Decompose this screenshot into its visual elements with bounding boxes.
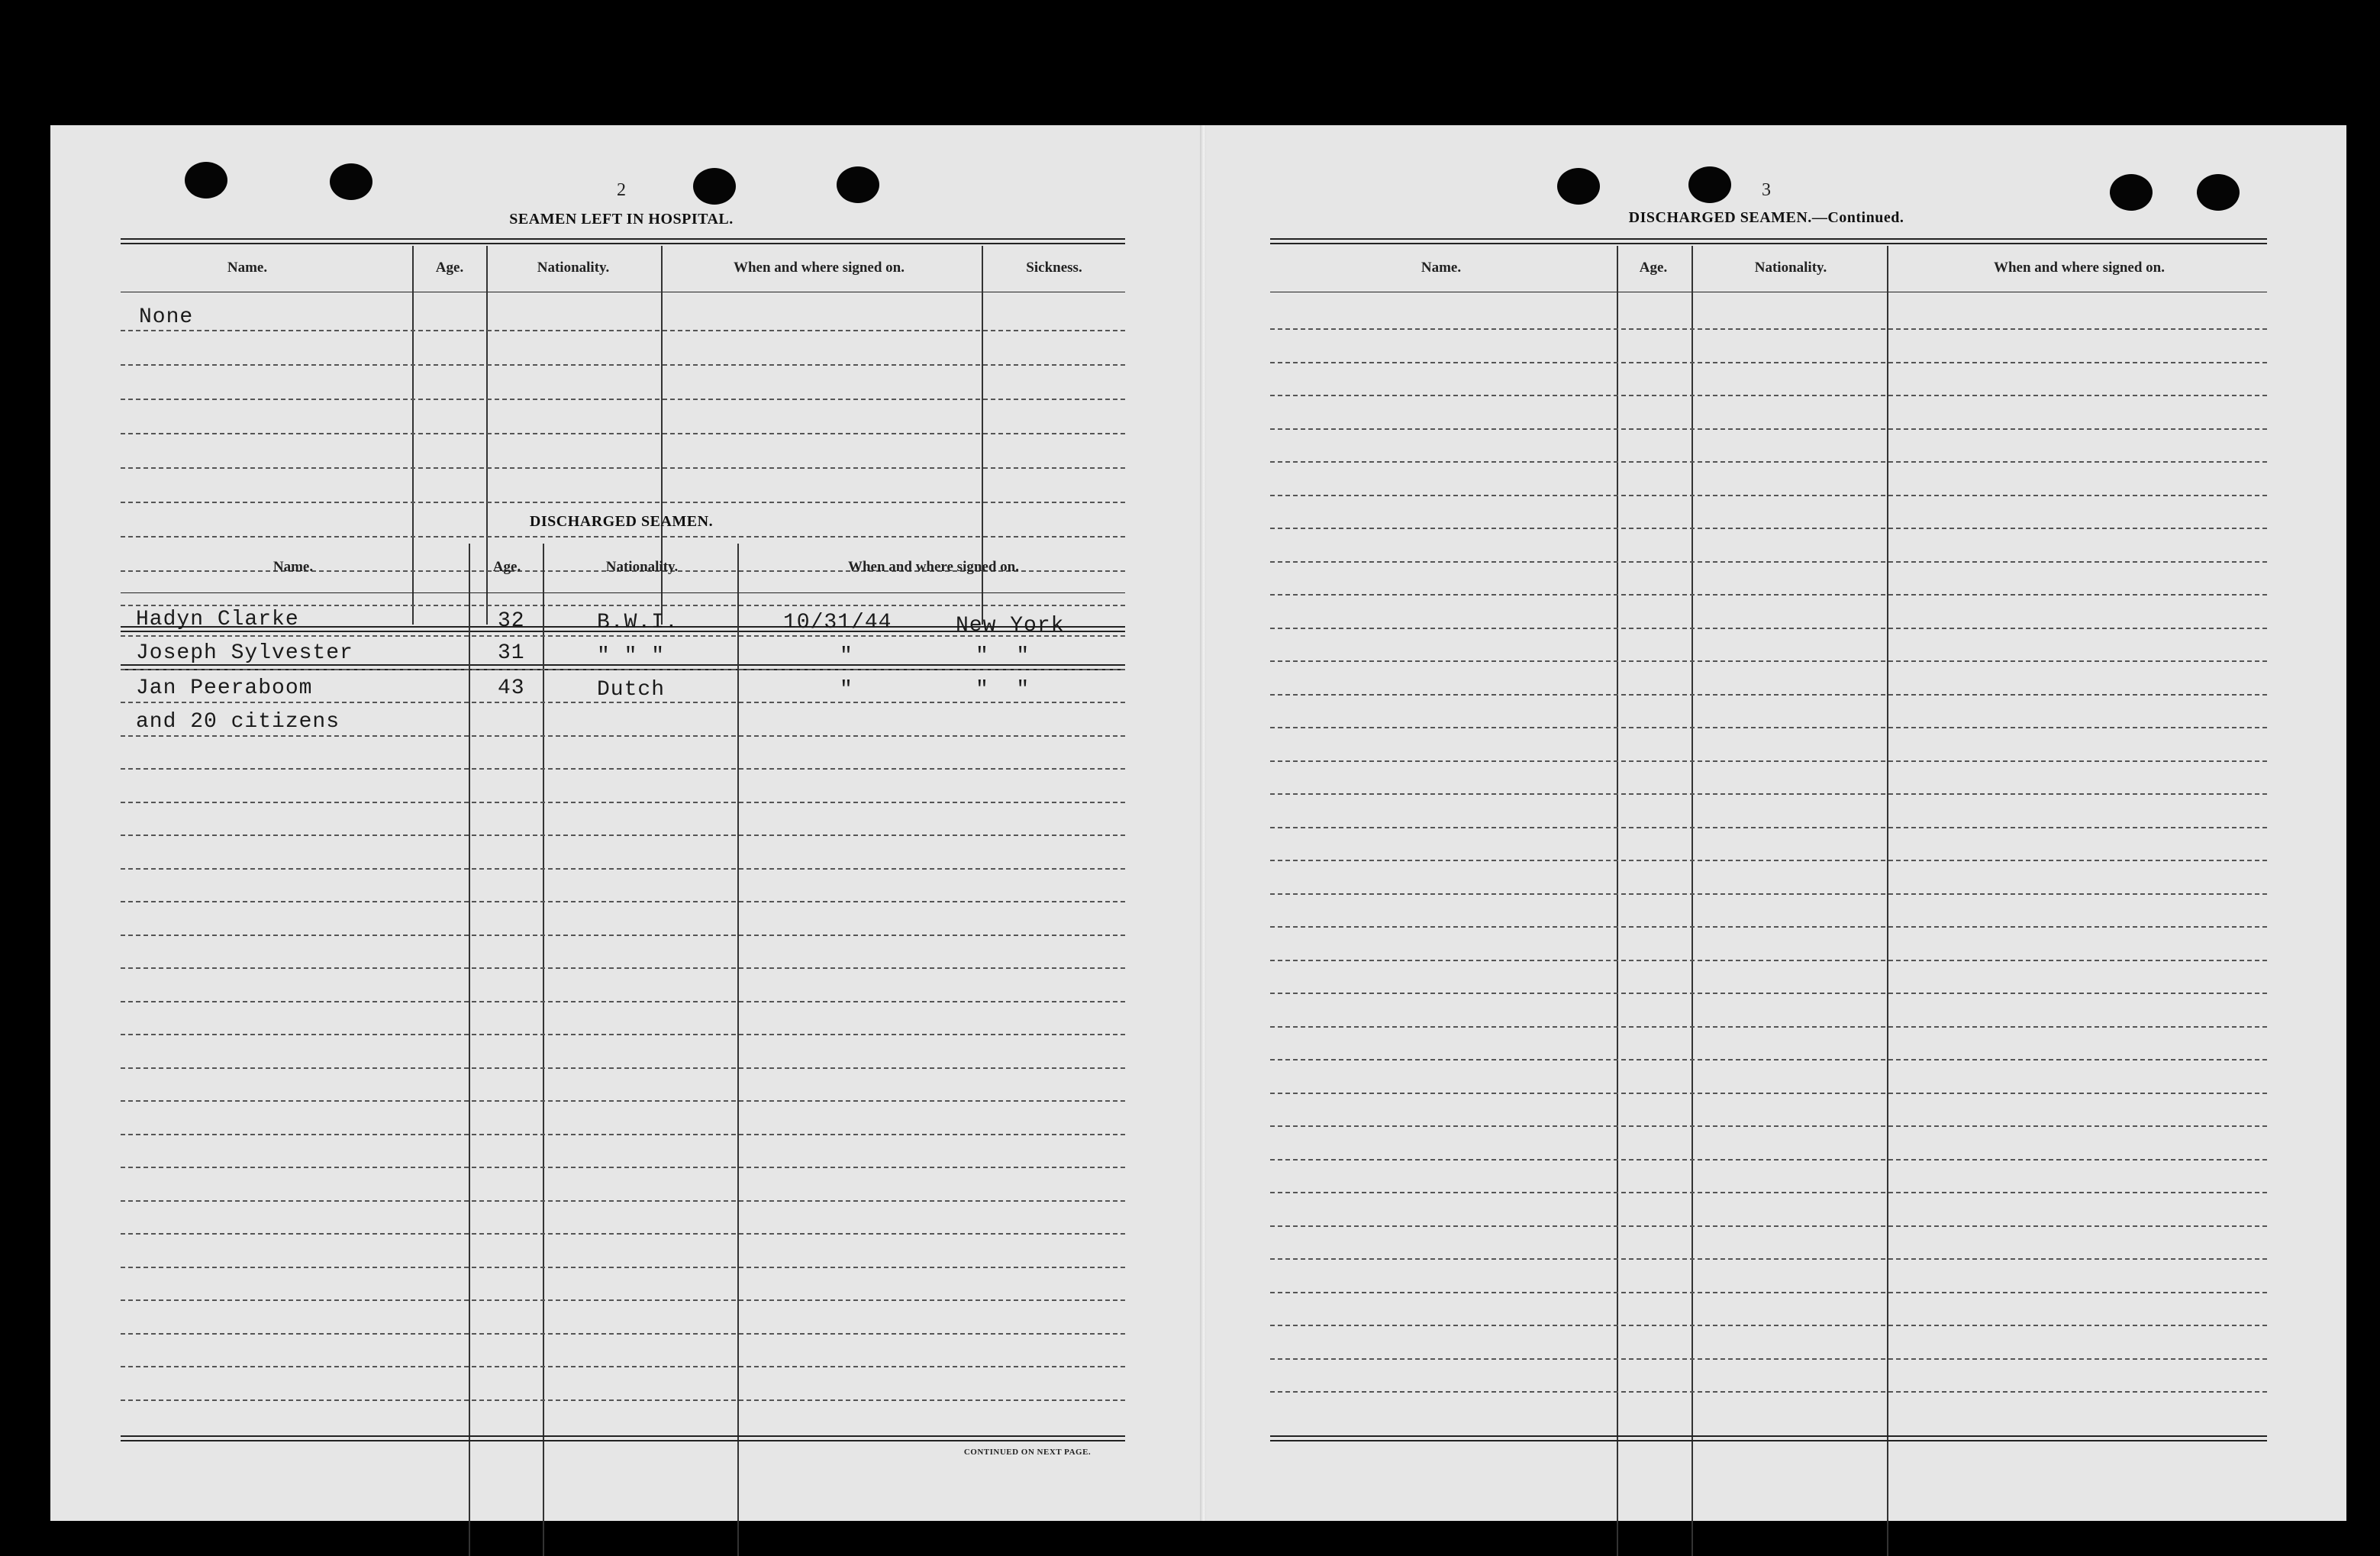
seaman-name: Jan Peeraboom (136, 676, 313, 700)
ruled-line (121, 935, 1125, 936)
ruled-line (121, 467, 1125, 469)
ruled-line (121, 1399, 1125, 1401)
ruled-line (121, 1167, 1125, 1168)
ruled-line (1270, 1258, 2267, 1260)
page-number: 2 (617, 180, 626, 200)
ruled-line (121, 330, 1125, 331)
punch-hole (1688, 166, 1731, 203)
punch-hole (2197, 174, 2240, 211)
seaman-nationality: B.W.I. (597, 611, 679, 634)
ruled-line (1270, 1026, 2267, 1028)
table-top-rule (121, 243, 1125, 244)
title-text: DISCHARGED SEAMEN. (1628, 209, 1812, 226)
column-divider (737, 544, 739, 1556)
ruled-line (121, 1267, 1125, 1268)
ruled-line (1270, 1093, 2267, 1094)
seaman-signed-place: " " (976, 644, 1030, 668)
ruled-line (121, 536, 1125, 537)
ruled-line (1270, 993, 2267, 994)
ruled-line (1270, 395, 2267, 396)
ruled-line (121, 1134, 1125, 1135)
ruled-line (121, 967, 1125, 969)
punch-hole (185, 162, 227, 199)
column-header-age: Age. (1639, 260, 1668, 276)
ruled-line (121, 669, 1125, 670)
punch-hole (1557, 168, 1600, 205)
punch-hole (330, 163, 372, 200)
ruled-line (121, 702, 1125, 703)
left-page (50, 125, 1201, 1521)
table-bottom-rule (1270, 1440, 2267, 1441)
ruled-line (1270, 727, 2267, 728)
column-divider (412, 246, 414, 625)
column-divider (1617, 246, 1618, 1556)
ruled-line (121, 1067, 1125, 1069)
ruled-line (121, 768, 1125, 770)
ruled-line (1270, 1391, 2267, 1393)
table-top-rule (121, 238, 1125, 240)
column-divider (1887, 246, 1888, 1556)
column-header-age: Age. (435, 260, 464, 276)
ruled-line (1270, 561, 2267, 563)
column-header-name: Name. (273, 559, 314, 575)
ruled-line (121, 901, 1125, 902)
column-header-nationality: Nationality. (1754, 260, 1827, 276)
seaman-age: 31 (498, 641, 525, 665)
column-header-signed-on: When and where signed on. (847, 559, 1020, 575)
title-suffix: —Continued. (1811, 209, 1904, 226)
column-header-age: Age. (492, 559, 521, 575)
seaman-signed-date: 10/31/44 (783, 611, 892, 634)
punch-hole (2110, 174, 2153, 211)
discharged-section-title: DISCHARGED SEAMEN. (529, 513, 714, 530)
ruled-line (121, 868, 1125, 870)
seaman-signed-date: " (840, 644, 853, 668)
ruled-line (121, 605, 1125, 606)
ruled-line (1270, 893, 2267, 895)
seaman-signed-place: New York (956, 614, 1065, 638)
seaman-nationality: Dutch (597, 678, 666, 702)
ruled-line (1270, 926, 2267, 928)
table-header-rule (121, 592, 1125, 593)
table-top-rule (1270, 243, 2267, 244)
ruled-line (1270, 528, 2267, 529)
hospital-entry: None (139, 305, 194, 329)
seaman-signed-place: " " (976, 678, 1030, 702)
ruled-line (121, 1333, 1125, 1335)
ruled-line (121, 502, 1125, 503)
ruled-line (1270, 827, 2267, 828)
seaman-name: and 20 citizens (136, 710, 340, 734)
ruled-line (121, 433, 1125, 434)
column-header-name: Name. (227, 260, 268, 276)
table-bottom-rule (121, 1435, 1125, 1437)
ruled-line (121, 1233, 1125, 1235)
ruled-line (121, 399, 1125, 400)
table-bottom-rule (121, 1440, 1125, 1441)
ruled-line (1270, 1159, 2267, 1161)
ruled-line (121, 1200, 1125, 1202)
ruled-line (1270, 660, 2267, 662)
ruled-line (1270, 495, 2267, 496)
column-header-sickness: Sickness. (1026, 260, 1082, 276)
punch-hole (693, 168, 736, 205)
ruled-line (121, 1100, 1125, 1102)
column-divider (543, 544, 544, 1556)
ruled-line (1270, 860, 2267, 861)
right-page (1206, 125, 2346, 1521)
column-header-signed-on: When and where signed on. (733, 260, 905, 276)
table-top-rule (1270, 238, 2267, 240)
seaman-name: Joseph Sylvester (136, 641, 353, 665)
seaman-nationality: " " " (597, 644, 666, 668)
continued-note: CONTINUED ON NEXT PAGE. (963, 1448, 1092, 1457)
ruled-line (121, 1001, 1125, 1002)
ruled-line (1270, 428, 2267, 430)
ruled-line (1270, 760, 2267, 762)
ruled-line (1270, 1125, 2267, 1127)
ruled-line (121, 735, 1125, 737)
ruled-line (1270, 960, 2267, 961)
ruled-line (1270, 1325, 2267, 1326)
ruled-line (1270, 362, 2267, 363)
ruled-line (1270, 1358, 2267, 1360)
ruled-line (1270, 461, 2267, 463)
ruled-line (121, 1366, 1125, 1367)
ruled-line (1270, 694, 2267, 696)
hospital-section-title: SEAMEN LEFT IN HOSPITAL. (509, 211, 734, 228)
column-header-signed-on: When and where signed on. (1993, 260, 2166, 276)
ruled-line (121, 1299, 1125, 1301)
ruled-line (121, 834, 1125, 836)
ruled-line (1270, 628, 2267, 629)
column-divider (469, 544, 470, 1556)
ruled-line (121, 1034, 1125, 1035)
ruled-line (121, 802, 1125, 803)
ruled-line (1270, 1292, 2267, 1293)
ruled-line (1270, 793, 2267, 795)
seaman-name: Hadyn Clarke (136, 608, 299, 631)
table-bottom-rule (1270, 1435, 2267, 1437)
seaman-age: 43 (498, 676, 525, 700)
ruled-line (1270, 1225, 2267, 1227)
seaman-age: 32 (498, 609, 525, 633)
column-header-name: Name. (1421, 260, 1462, 276)
ruled-line (121, 364, 1125, 366)
seaman-signed-date: " (840, 678, 853, 702)
discharged-continued-title (1629, 209, 1904, 227)
ruled-line (1270, 594, 2267, 596)
ruled-line (1270, 1059, 2267, 1060)
punch-hole (837, 166, 879, 203)
ruled-line (1270, 328, 2267, 330)
column-header-nationality: Nationality. (537, 260, 610, 276)
column-divider (486, 246, 488, 625)
ruled-line (1270, 1192, 2267, 1193)
column-header-nationality: Nationality. (605, 559, 679, 575)
page-number: 3 (1762, 180, 1771, 200)
column-divider (1691, 246, 1693, 1556)
